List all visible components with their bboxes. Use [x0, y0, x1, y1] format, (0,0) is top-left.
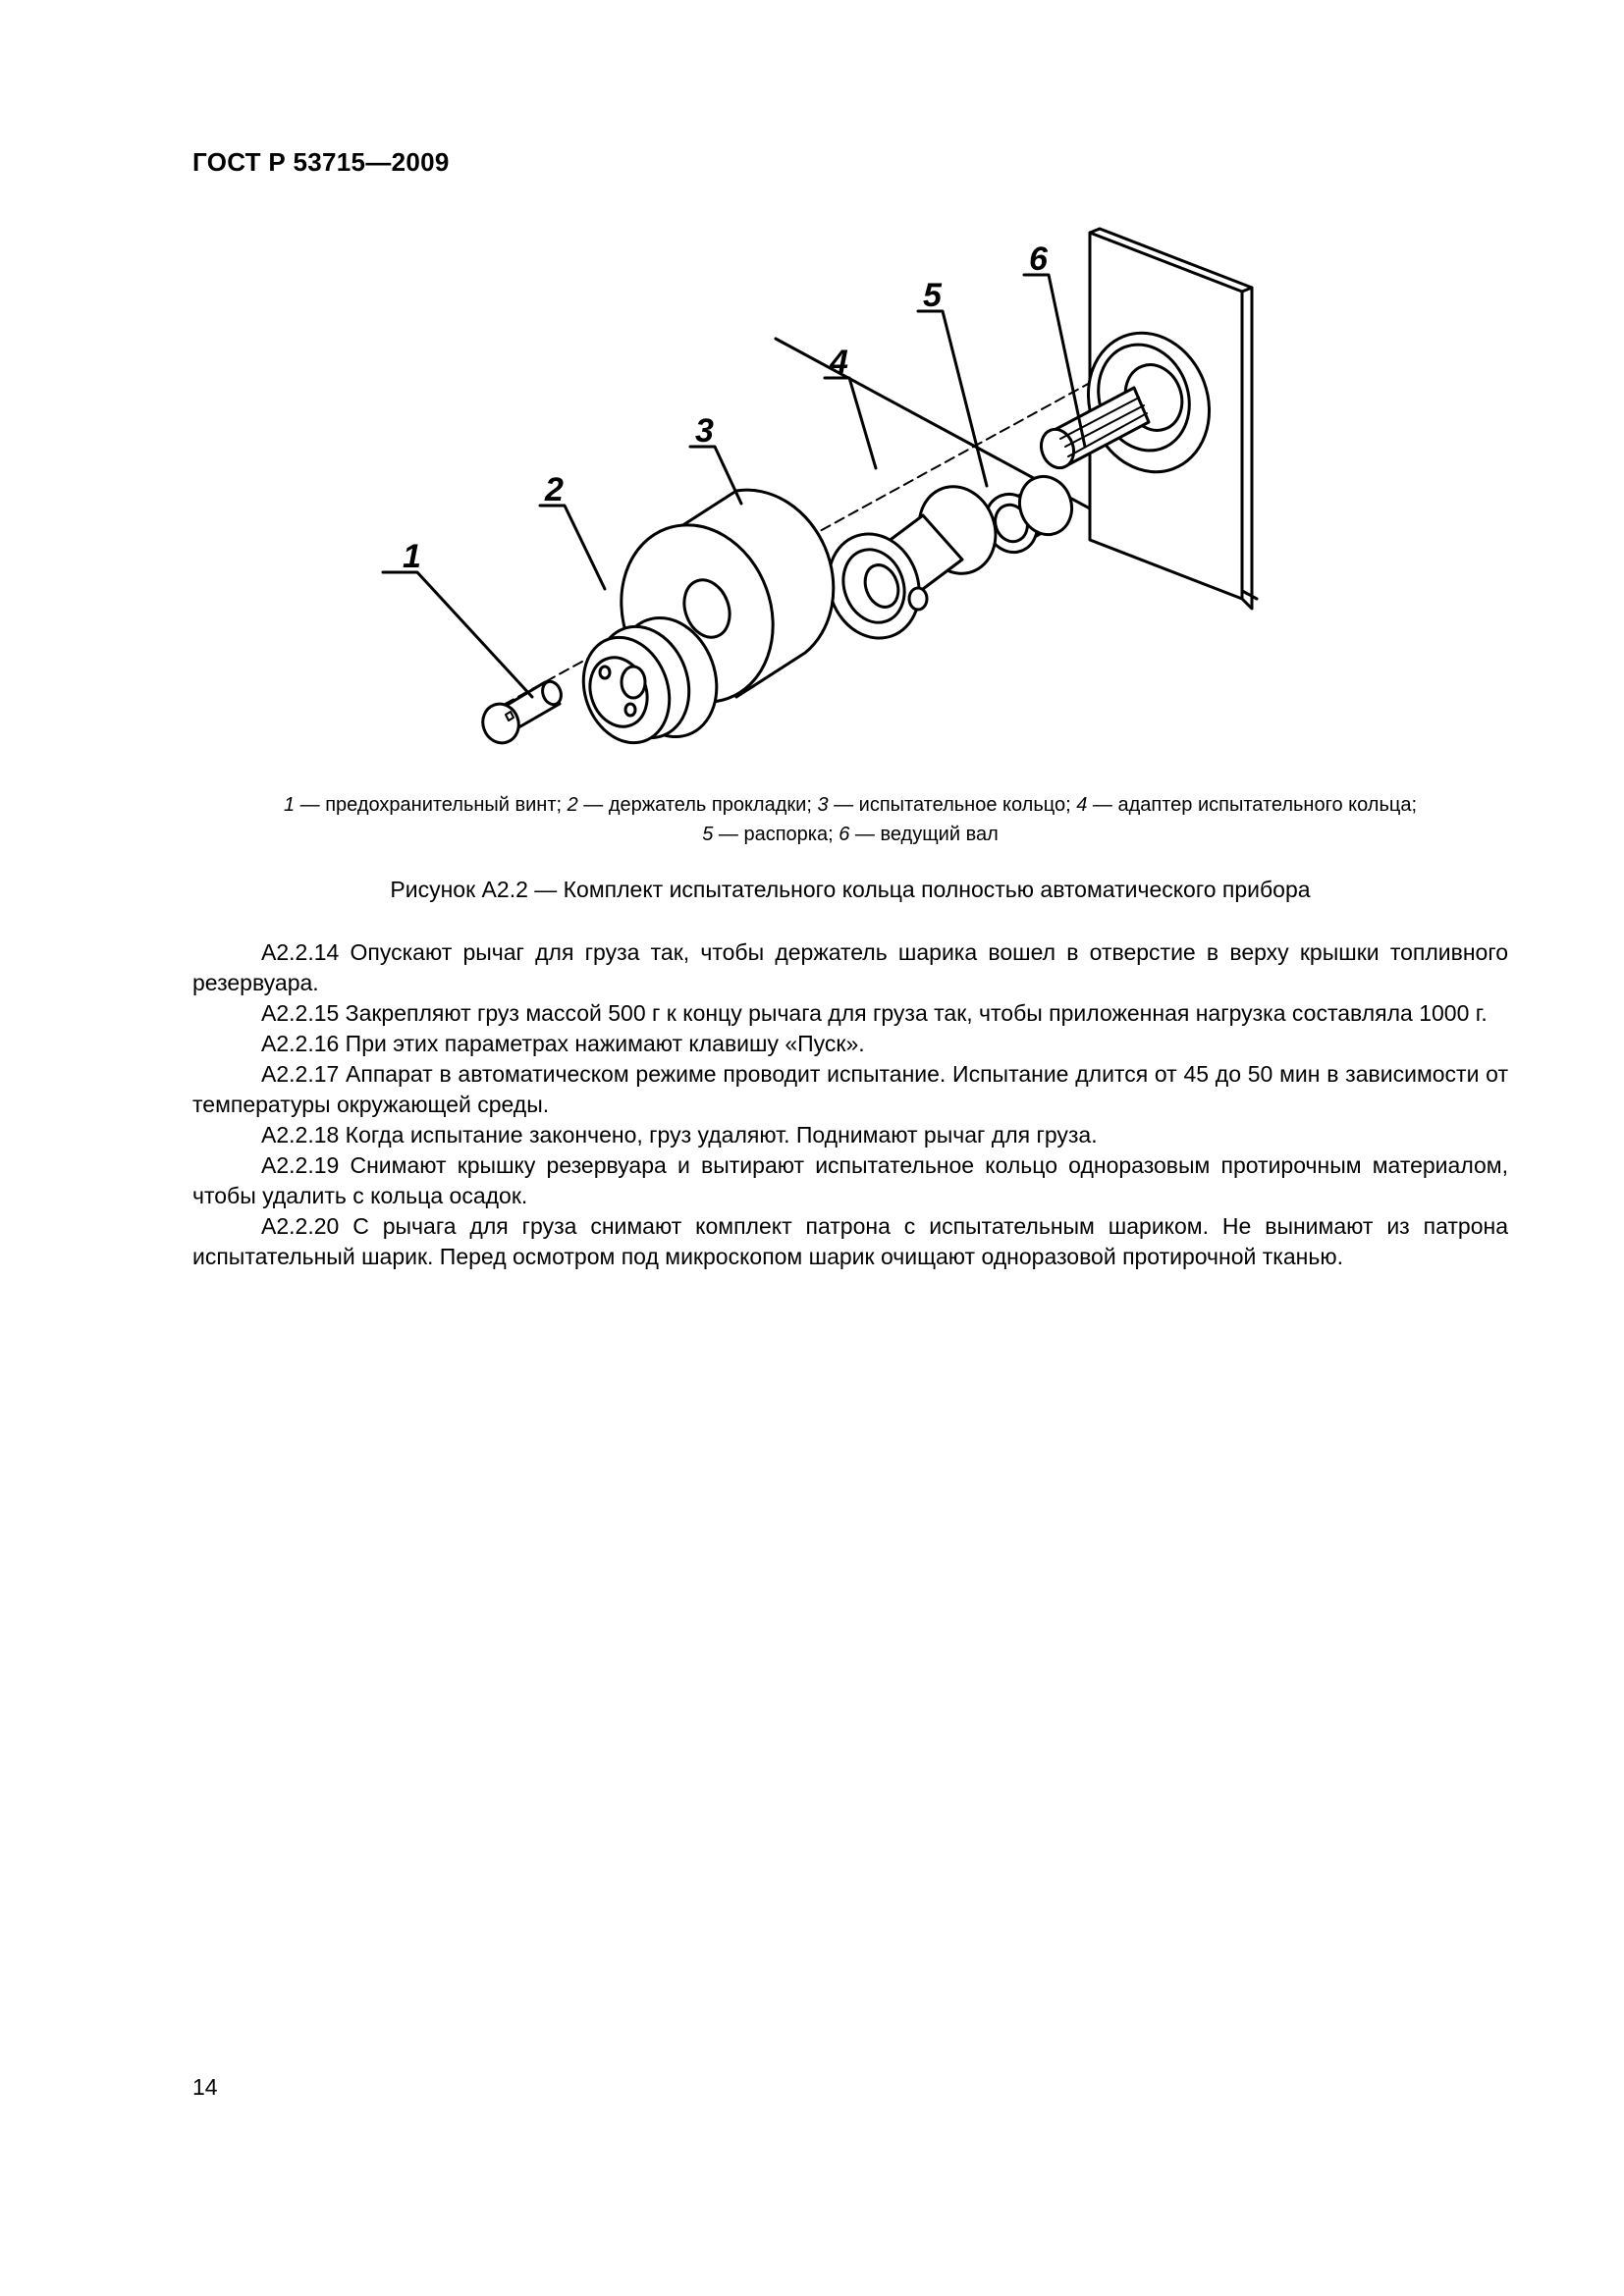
- legend-num-1: 1: [283, 794, 296, 816]
- legend-text-6: — ведущий вал: [849, 824, 999, 845]
- paragraph-a2-2-17: А2.2.17 Аппарат в автоматическом режиме проводит испытание. Испытание длится от 45 до 50 мин в зависимости от температуры окружающей среды.: [192, 1061, 1508, 1117]
- callout-2: 2: [545, 471, 564, 508]
- ring-adapter: [814, 476, 1007, 651]
- legend-text-5: — распорка;: [713, 824, 839, 845]
- legend-num-2: 2: [567, 794, 578, 816]
- callout-6: 6: [1029, 240, 1048, 278]
- legend-text-2: — держатель прокладки;: [577, 794, 818, 816]
- callout-4: 4: [830, 344, 848, 381]
- legend-text-3: — испытательное кольцо;: [828, 794, 1077, 816]
- exploded-assembly-figure: [403, 221, 1296, 771]
- callout-1: 1: [403, 538, 421, 575]
- paragraph-a2-2-20: А2.2.20 С рычага для груза снимают комплект патрона с испытательным шариком. Не вынимают из патрона испытательный шарик. Перед осмотром под микроскопом шарик очищают одноразовой протирочной тканью.: [192, 1213, 1508, 1269]
- paragraph-a2-2-15: А2.2.15 Закрепляют груз массой 500 г к концу рычага для груза так, чтобы приложенная нагрузка составляла 1000 г.: [261, 1000, 1488, 1026]
- legend-text-4: — адаптер испытательного кольца;: [1087, 794, 1418, 816]
- paragraph-a2-2-16: А2.2.16 При этих параметрах нажимают клавишу «Пуск».: [261, 1031, 865, 1056]
- safety-screw: [477, 679, 564, 748]
- legend-num-5: 5: [702, 824, 714, 845]
- legend-num-3: 3: [817, 794, 829, 816]
- legend-num-6: 6: [839, 824, 850, 845]
- legend-line-1: [192, 790, 1508, 820]
- figure-legend: [192, 790, 1508, 849]
- legend-text-1: — предохранительный винт;: [295, 794, 568, 816]
- document-header: ГОСТ Р 53715—2009: [192, 147, 450, 177]
- page-number: 14: [192, 2074, 218, 2100]
- document-body: [192, 937, 1508, 1272]
- callout-5: 5: [923, 277, 942, 314]
- paragraph-a2-2-19: А2.2.19 Снимают крышку резервуара и вытирают испытательное кольцо одноразовым протирочным материалом, чтобы удалить с кольца осадок.: [192, 1152, 1508, 1208]
- legend-num-4: 4: [1076, 794, 1088, 816]
- legend-line-2: [192, 820, 1508, 849]
- paragraph-a2-2-18: А2.2.18 Когда испытание закончено, груз удаляют. Поднимают рычаг для груза.: [261, 1122, 1098, 1148]
- assembly-drawing: [403, 221, 1296, 771]
- paragraph-a2-2-14: А2.2.14 Опускают рычаг для груза так, чтобы держатель шарика вошел в отверстие в верху крышки топливного резервуара.: [192, 939, 1508, 995]
- figure-caption: Рисунок А2.2 — Комплект испытательного кольца полностью автоматического прибора: [390, 877, 1311, 902]
- callout-3: 3: [695, 412, 714, 450]
